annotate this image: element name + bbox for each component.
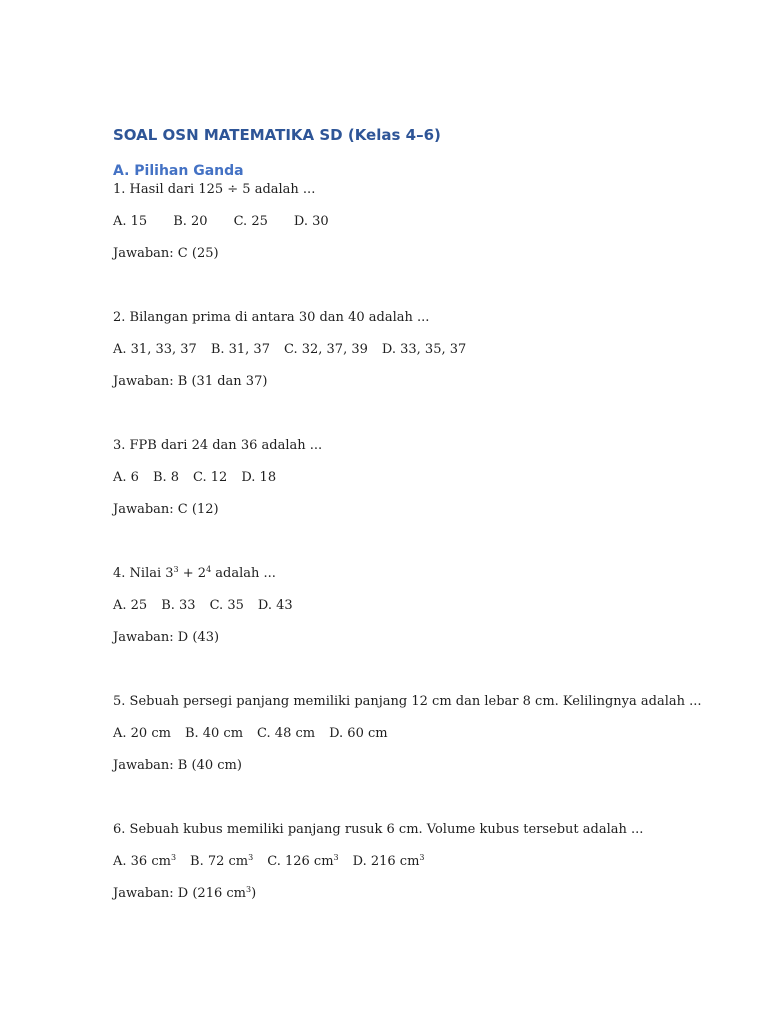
question-1-options [113,213,728,231]
question-1-answer: Jawaban: C (25) [113,246,219,261]
document-title: SOAL OSN MATEMATIKA SD (Kelas 4–6) [113,126,441,144]
question-4-options [113,597,728,615]
question-4-exponent-1: 3 [173,565,179,574]
question-3-option-c: C. 12 [193,470,228,485]
section-heading-multiple-choice: A. Pilihan Ganda [113,163,244,179]
question-6-option-c-exponent: 3 [333,853,339,862]
question-1-option-c: C. 25 [233,214,268,229]
question-5 [113,693,728,775]
question-6-option-a [113,853,176,871]
question-6-option-d-label: D. 216 cm [352,854,420,869]
question-2-option-c: C. 32, 37, 39 [283,342,368,357]
question-6-option-b [190,853,253,871]
question-5-option-b: B. 40 cm [184,726,244,741]
question-4-option-c: C. 35 [209,598,244,613]
question-4-exponent-2: 4 [206,565,212,574]
question-2-option-d: D. 33, 35, 37 [381,342,467,357]
question-1-option-d: D. 30 [293,214,329,229]
question-4-text-mid: + 2 [178,566,207,581]
question-6 [113,821,728,903]
question-6-option-c [267,853,338,871]
question-5-option-c: C. 48 cm [257,726,316,741]
question-3-option-a: A. 6 [113,470,139,485]
question-6-text: 6. Sebuah kubus memiliki panjang rusuk 6 cm. Volume kubus tersebut adalah ... [113,822,644,837]
question-4-text-suffix: adalah ... [211,566,276,581]
question-6-option-c-label: C. 126 cm [267,854,334,869]
question-4-answer: Jawaban: D (43) [113,630,220,645]
question-4-text-prefix: 4. Nilai 3 [113,566,174,581]
question-3-options [113,469,728,487]
question-5-options [113,725,728,743]
question-6-answer-exponent: 3 [245,885,252,894]
question-2-options [113,341,728,359]
question-1-option-a: A. 15 [113,214,148,229]
question-6-option-d [353,853,425,871]
question-3-option-d: D. 18 [241,470,277,485]
question-4-text [113,565,728,583]
question-4 [113,565,728,647]
question-4-option-b: B. 33 [161,598,196,613]
question-4-option-a: A. 25 [113,598,148,613]
question-5-option-a: A. 20 cm [113,726,171,741]
question-2-option-b: B. 31, 37 [210,342,270,357]
question-4-option-d: D. 43 [257,598,293,613]
question-6-option-d-exponent: 3 [419,853,425,862]
question-5-option-d: D. 60 cm [329,726,388,741]
question-6-options [113,853,728,871]
question-3-text: 3. FPB dari 24 dan 36 adalah ... [113,438,323,453]
question-2-option-a: A. 31, 33, 37 [113,342,197,357]
question-2-text: 2. Bilangan prima di antara 30 dan 40 adalah ... [113,310,430,325]
question-6-option-b-label: B. 72 cm [190,854,249,869]
question-3-answer: Jawaban: C (12) [113,502,219,517]
question-6-option-a-exponent: 3 [170,853,177,862]
question-6-answer-suffix: ) [251,886,257,901]
question-6-option-a-label: A. 36 cm [113,854,171,869]
question-5-answer: Jawaban: B (40 cm) [113,758,242,773]
question-6-answer-prefix: Jawaban: D (216 cm [113,886,246,901]
question-1-text: 1. Hasil dari 125 ÷ 5 adalah ... [113,182,316,197]
question-5-text: 5. Sebuah persegi panjang memiliki panjang 12 cm dan lebar 8 cm. Kelilingnya adalah ... [113,694,702,709]
question-6-option-b-exponent: 3 [248,853,254,862]
question-1-option-b: B. 20 [173,214,208,229]
question-2 [113,309,728,391]
question-1 [113,181,728,263]
question-3-option-b: B. 8 [152,470,180,485]
question-2-answer: Jawaban: B (31 dan 37) [113,374,268,389]
question-3 [113,437,728,519]
question-6-answer [113,885,728,903]
